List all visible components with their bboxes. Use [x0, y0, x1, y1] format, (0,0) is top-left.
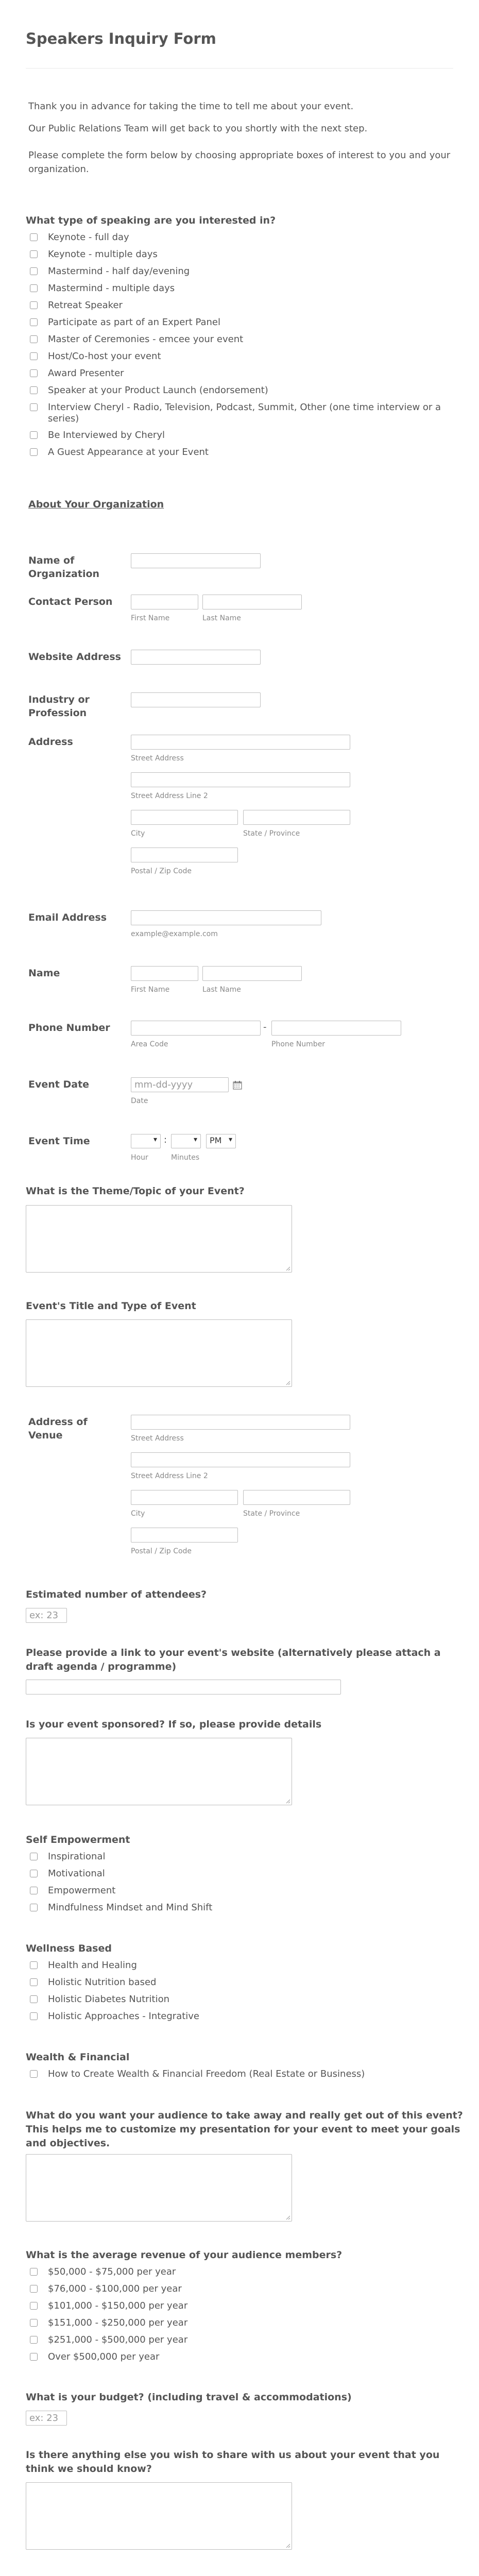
phone-number-input[interactable]: [271, 1021, 401, 1036]
hour-sublabel: Hour: [131, 1154, 148, 1162]
venue-street-sublabel: Street Address: [131, 1434, 184, 1443]
sponsored-question: Is your event sponsored? If so, please provide details: [26, 1719, 322, 1730]
resize-grip-icon[interactable]: [285, 1266, 290, 1271]
org-city-sublabel: City: [131, 829, 145, 838]
org-state-input[interactable]: [243, 810, 350, 825]
checkbox[interactable]: [30, 1887, 38, 1894]
self-empowerment-option[interactable]: Motivational: [30, 1868, 452, 1879]
checkbox[interactable]: [30, 403, 38, 411]
speaking-option[interactable]: Mastermind - multiple days: [30, 283, 452, 294]
wellness-question: Wellness Based: [26, 1943, 112, 1954]
org-street2-input[interactable]: [131, 772, 350, 787]
speaking-type-question: What type of speaking are you interested in?: [26, 215, 276, 226]
venue-street-input[interactable]: [131, 1415, 350, 1430]
email-sublabel: example@example.com: [131, 930, 218, 938]
checkbox[interactable]: [30, 431, 38, 439]
area-code-sublabel: Area Code: [131, 1040, 168, 1048]
resize-grip-icon[interactable]: [285, 2543, 290, 2548]
speaking-option[interactable]: Be Interviewed by Cheryl: [30, 430, 452, 441]
self-empowerment-question: Self Empowerment: [26, 1834, 130, 1845]
organization-heading: About Your Organization: [28, 499, 164, 510]
org-name-input[interactable]: [131, 553, 261, 568]
org-street2-sublabel: Street Address Line 2: [131, 792, 208, 800]
wealth-option[interactable]: How to Create Wealth & Financial Freedom (Real Estate or Business): [30, 2069, 452, 2080]
hour-select[interactable]: [131, 1134, 161, 1148]
wellness-option[interactable]: Holistic Diabetes Nutrition: [30, 1994, 452, 2005]
checkbox[interactable]: [30, 448, 38, 456]
audience-takeaway-textarea[interactable]: [26, 2154, 292, 2222]
sponsored-textarea[interactable]: [26, 1738, 292, 1805]
revenue-option[interactable]: $76,000 - $100,000 per year: [30, 2283, 452, 2295]
venue-city-sublabel: City: [131, 1510, 145, 1518]
venue-label: Address of Venue: [28, 1416, 88, 1441]
event-date-sublabel: Date: [131, 1097, 148, 1105]
org-city-input[interactable]: [131, 810, 238, 825]
checkbox[interactable]: [30, 1870, 38, 1877]
venue-postal-sublabel: Postal / Zip Code: [131, 1547, 192, 1555]
ampm-value: PM: [210, 1136, 222, 1145]
speaking-option[interactable]: A Guest Appearance at your Event: [30, 447, 452, 458]
audience-takeaway-question: What do you want your audience to take away and really get out of this event? This helps me to customize my presentation for your event to meet your goals and objectives.: [26, 2110, 463, 2149]
checkbox[interactable]: [30, 1904, 38, 1911]
ampm-select[interactable]: [206, 1134, 236, 1148]
last-name-input[interactable]: [202, 966, 302, 981]
self-empowerment-option[interactable]: Mindfulness Mindset and Mind Shift: [30, 1902, 452, 1913]
checkbox[interactable]: [30, 386, 38, 394]
email-input[interactable]: [131, 910, 321, 925]
contact-first-name-sublabel: First Name: [131, 614, 170, 622]
checkbox[interactable]: [30, 2353, 38, 2361]
checkbox[interactable]: [30, 2268, 38, 2276]
self-empowerment-option[interactable]: Inspirational: [30, 1851, 452, 1862]
checkbox[interactable]: [30, 2285, 38, 2293]
area-code-input[interactable]: [131, 1021, 261, 1036]
event-title-question: Event's Title and Type of Event: [26, 1300, 196, 1312]
revenue-option[interactable]: $101,000 - $150,000 per year: [30, 2300, 452, 2312]
speaking-option[interactable]: Participate as part of an Expert Panel: [30, 317, 452, 328]
resize-grip-icon[interactable]: [285, 1380, 290, 1385]
attendees-question: Estimated number of attendees?: [26, 1589, 207, 1600]
time-colon: :: [164, 1134, 167, 1145]
phone-number-sublabel: Phone Number: [271, 1040, 326, 1048]
checkbox[interactable]: [30, 2070, 38, 2078]
org-street-sublabel: Street Address: [131, 754, 184, 762]
email-label: Email Address: [28, 912, 107, 923]
website-input[interactable]: [131, 650, 261, 665]
name-label: Name: [28, 968, 60, 979]
revenue-question: What is the average revenue of your audience members?: [26, 2249, 343, 2261]
wealth-question: Wealth & Financial: [26, 2052, 130, 2063]
budget-placeholder: ex: 23: [29, 2413, 59, 2424]
venue-street2-input[interactable]: [131, 1452, 350, 1467]
calendar-icon[interactable]: [233, 1080, 242, 1090]
address-label: Address: [28, 736, 73, 748]
wellness-option[interactable]: Holistic Approaches - Integrative: [30, 2011, 452, 2022]
first-name-input[interactable]: [131, 966, 198, 981]
event-date-label: Event Date: [28, 1079, 90, 1090]
event-date-input[interactable]: [131, 1077, 229, 1092]
org-postal-input[interactable]: [131, 848, 238, 862]
attendees-placeholder: ex: 23: [29, 1610, 59, 1621]
phone-dash: -: [263, 1022, 267, 1032]
anything-else-textarea[interactable]: [26, 2482, 292, 2550]
checkbox[interactable]: [30, 284, 38, 292]
minutes-sublabel: Minutes: [171, 1154, 200, 1162]
intro-text-2: Our Public Relations Team will get back to you shortly with the next step.: [28, 123, 368, 134]
checkbox[interactable]: [30, 1978, 38, 1986]
venue-state-input[interactable]: [243, 1490, 350, 1505]
revenue-option[interactable]: $151,000 - $250,000 per year: [30, 2317, 452, 2329]
intro-text-1: Thank you in advance for taking the time to tell me about your event.: [28, 101, 354, 112]
wellness-option[interactable]: Holistic Nutrition based: [30, 1977, 452, 1988]
title-divider: [26, 68, 453, 69]
last-name-sublabel: Last Name: [202, 986, 241, 994]
checkbox[interactable]: [30, 233, 38, 241]
chevron-down-icon: ▾: [153, 1136, 157, 1144]
checkbox[interactable]: [30, 352, 38, 360]
revenue-option[interactable]: $50,000 - $75,000 per year: [30, 2266, 452, 2278]
chevron-down-icon: ▾: [228, 1136, 232, 1144]
wellness-option[interactable]: Health and Healing: [30, 1960, 452, 1971]
event-link-input[interactable]: [26, 1680, 341, 1694]
budget-question: What is your budget? (including travel & accommodations): [26, 2392, 352, 2403]
phone-label: Phone Number: [28, 1022, 110, 1033]
org-name-label: Name of Organization: [28, 555, 100, 580]
checkbox[interactable]: [30, 267, 38, 275]
self-empowerment-option[interactable]: Empowerment: [30, 1885, 452, 1896]
checkbox[interactable]: [30, 318, 38, 326]
speaking-option[interactable]: Master of Ceremonies - emcee your event: [30, 334, 452, 345]
contact-first-name-input[interactable]: [131, 595, 198, 609]
speaking-option[interactable]: Keynote - full day: [30, 232, 452, 243]
contact-person-label: Contact Person: [28, 596, 113, 607]
speaking-option[interactable]: Retreat Speaker: [30, 300, 452, 311]
speaking-option[interactable]: Keynote - multiple days: [30, 249, 452, 260]
first-name-sublabel: First Name: [131, 986, 170, 994]
minutes-select[interactable]: [171, 1134, 201, 1148]
checkbox[interactable]: [30, 2336, 38, 2344]
revenue-option[interactable]: $251,000 - $500,000 per year: [30, 2334, 452, 2346]
venue-state-sublabel: State / Province: [243, 1510, 300, 1518]
checkbox[interactable]: [30, 301, 38, 309]
checkbox[interactable]: [30, 1853, 38, 1860]
contact-last-name-input[interactable]: [202, 595, 302, 609]
chevron-down-icon: ▾: [193, 1136, 197, 1144]
speaking-option[interactable]: Host/Co-host your event: [30, 351, 452, 362]
org-postal-sublabel: Postal / Zip Code: [131, 867, 192, 875]
checkbox[interactable]: [30, 369, 38, 377]
speaking-option[interactable]: Speaker at your Product Launch (endorsement): [30, 385, 452, 396]
website-label: Website Address: [28, 651, 121, 663]
budget-input[interactable]: [26, 2411, 67, 2426]
revenue-option[interactable]: Over $500,000 per year: [30, 2351, 452, 2363]
theme-question: What is the Theme/Topic of your Event?: [26, 1185, 245, 1197]
checkbox[interactable]: [30, 2302, 38, 2310]
checkbox[interactable]: [30, 250, 38, 258]
theme-textarea[interactable]: [26, 1205, 292, 1273]
checkbox[interactable]: [30, 2319, 38, 2327]
checkbox[interactable]: [30, 1961, 38, 1969]
checkbox[interactable]: [30, 1995, 38, 2003]
org-street-input[interactable]: [131, 735, 350, 750]
checkbox[interactable]: [30, 2012, 38, 2020]
event-title-textarea[interactable]: [26, 1319, 292, 1387]
anything-else-question: Is there anything else you wish to share with us about your event that you think we should know?: [26, 2449, 440, 2475]
industry-input[interactable]: [131, 692, 261, 707]
date-placeholder: mm-dd-yyyy: [134, 1079, 193, 1090]
checkbox[interactable]: [30, 335, 38, 343]
speaking-option[interactable]: Mastermind - half day/evening: [30, 266, 452, 277]
industry-label: Industry or Profession: [28, 694, 90, 719]
contact-last-name-sublabel: Last Name: [202, 614, 241, 622]
resize-grip-icon[interactable]: [285, 2215, 290, 2220]
org-state-sublabel: State / Province: [243, 829, 300, 838]
event-time-label: Event Time: [28, 1136, 90, 1147]
speaking-option[interactable]: Interview Cheryl - Radio, Television, Podcast, Summit, Other (one time interview or a series): [30, 402, 452, 425]
venue-street2-sublabel: Street Address Line 2: [131, 1472, 208, 1480]
speaking-option[interactable]: Award Presenter: [30, 368, 452, 379]
venue-postal-input[interactable]: [131, 1528, 238, 1543]
event-link-question: Please provide a link to your event's website (alternatively please attach a draft agenda / programme): [26, 1647, 441, 1672]
form-title: Speakers Inquiry Form: [26, 30, 216, 47]
attendees-input[interactable]: [26, 1608, 67, 1623]
intro-text-3: Please complete the form below by choosing appropriate boxes of interest to you and your organization.: [28, 150, 451, 175]
venue-city-input[interactable]: [131, 1490, 238, 1505]
resize-grip-icon[interactable]: [285, 1799, 290, 1804]
